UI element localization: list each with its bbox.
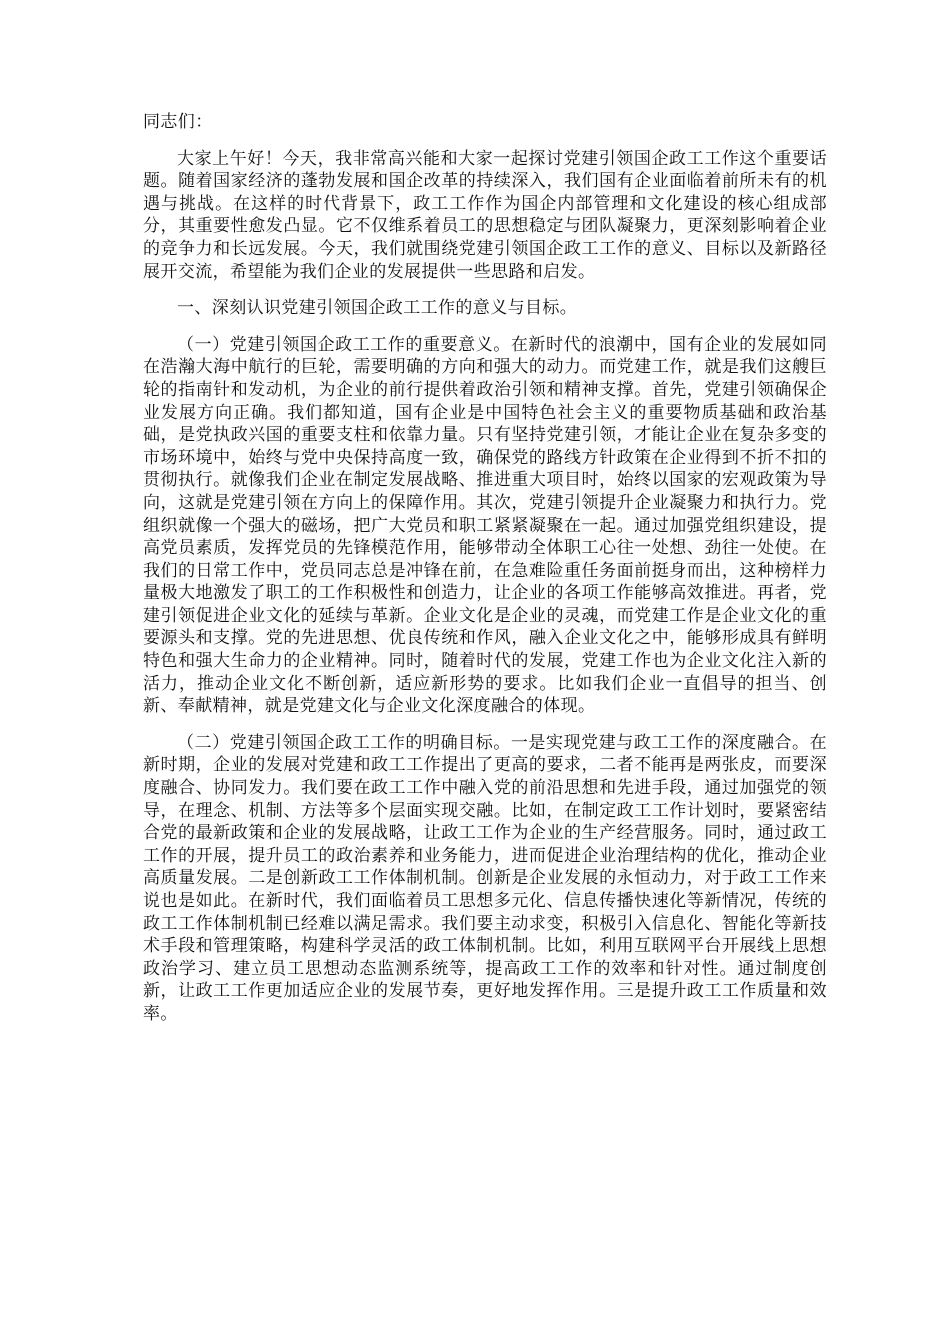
paragraph-objectives: （二）党建引领国企政工工作的明确目标。一是实现党建与政工工作的深度融合。在新时期，企业的发展对党建和政工工作提出了更高的要求，二者不能再是两张皮，而要深度融合、协同发力。我们要在政工工作中融入党的前沿思想和先进手段，通过加强党的领导，在理念、机制、方法等多个层面实现交融。比如，在制定政工工作计划时，要紧密结合党的最新政策和企业的发展战略，让政工工作为企业的生产经营服务。同时，通过政工工作的开展，提升员工的政治素养和业务能力，进而促进企业治理结构的优化，推动企业高质量发展。二是创新政工工作体制机制。创新是企业发展的永恒动力，对于政工工作来说也是如此。在新时代，我们面临着员工思想多元化、信息传播快速化等新情况，传统的政工工作体制机制已经难以满足需求。我们要主动求变，积极引入信息化、智能化等新技术手段和管理策略，构建科学灵活的政工体制机制。比如，利用互联网平台开展线上思想政治学习、建立员工思想动态监测系统等，提高政工工作的效率和针对性。通过制度创新，让政工工作更加适应企业的发展节奏，更好地发挥作用。三是提升政工工作质量和效率。 (143, 732, 827, 1024)
section-heading: 一、深刻认识党建引领国企政工工作的意义与目标。 (177, 298, 578, 319)
intro-paragraph: 大家上午好！今天，我非常高兴能和大家一起探讨党建引领国企政工工作这个重要话题。随着国家经济的蓬勃发展和国企改革的持续深入，我们国有企业面临着前所未有的机遇与挑战。在这样的时代背景下，政工工作作为国企内部管理和文化建设的核心组成部分，其重要性愈发凸显。它不仅维系着员工的思想稳定与团队凝聚力，更深刻影响着企业的竞争力和长远发展。今天，我们就围绕党建引领国企政工工作的意义、目标以及新路径展开交流，希望能为我们企业的发展提供一些思路和启发。 (143, 148, 827, 282)
document-page (143, 111, 827, 1040)
paragraph-significance: （一）党建引领国企政工工作的重要意义。在新时代的浪潮中，国有企业的发展如同在浩瀚大海中航行的巨轮，需要明确的方向和强大的动力。而党建工作，就是我们这艘巨轮的指南针和发动机，为企业的前行提供着政治引领和精神支撑。首先，党建引领确保企业发展方向正确。我们都知道，国有企业是中国特色社会主义的重要物质基础和政治基础，是党执政兴国的重要支柱和依靠力量。只有坚持党建引领，才能让企业在复杂多变的市场环境中，始终与党中央保持高度一致，确保党的路线方针政策在企业得到不折不扣的贯彻执行。就像我们企业在制定发展战略、推进重大项目时，始终以国家的宏观政策为导向，这就是党建引领在方向上的保障作用。其次，党建引领提升企业凝聚力和执行力。党组织就像一个强大的磁场，把广大党员和职工紧紧凝聚在一起。通过加强党组织建设，提高党员素质，发挥党员的先锋模范作用，能够带动全体职工心往一处想、劲往一处使。在我们的日常工作中，党员同志总是冲锋在前，在急难险重任务面前挺身而出，这种榜样力量极大地激发了职工的工作积极性和创造力，让企业的各项工作能够高效推进。再者，党建引领促进企业文化的延续与革新。企业文化是企业的灵魂，而党建工作是企业文化的重要源头和支撑。党的先进思想、优良传统和作风，融入企业文化之中，能够形成具有鲜明特色和强大生命力的企业精神。同时，随着时代的发展，党建工作也为企业文化注入新的活力，推动企业文化不断创新，适应新形势的要求。比如我们企业一直倡导的担当、创新、奉献精神，就是党建文化与企业文化深度融合的体现。 (143, 334, 827, 717)
salutation: 同志们： (143, 112, 213, 132)
